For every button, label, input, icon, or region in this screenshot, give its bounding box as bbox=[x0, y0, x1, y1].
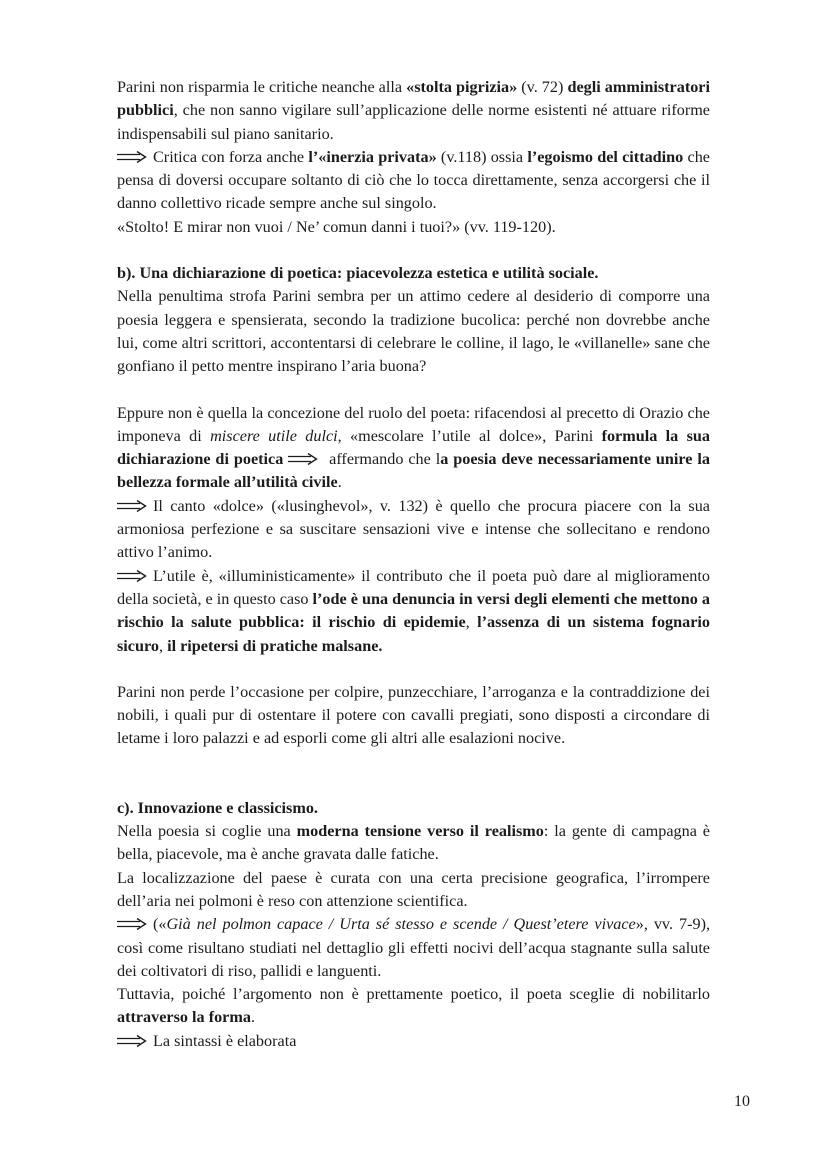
long-double-right-arrow-icon bbox=[117, 151, 147, 163]
text: Eppure non è quella la concezione del ruolo del poeta: rifacendosi al precetto di Orazio che imponeva di bbox=[117, 403, 710, 445]
text: La sintassi è elaborata bbox=[153, 1031, 297, 1050]
paragraph-sintassi bbox=[117, 1030, 710, 1053]
text: , bbox=[465, 613, 478, 632]
paragraph-tuttavia bbox=[117, 983, 710, 1030]
text: Parini non risparmia le critiche neanche alla bbox=[117, 78, 407, 96]
bold-text: a poesia deve necessariamente unire la bellezza formale all’utilità civile bbox=[117, 450, 710, 492]
long-double-right-arrow-icon bbox=[288, 453, 318, 465]
text: (v. 72) bbox=[517, 78, 568, 96]
text: , bbox=[158, 636, 168, 655]
paragraph-nobili: Parini non perde l’occasione per colpire, punzecchiare, l’arroganza e la contraddizione dei nobili, i quali pur di ostentare il potere con cavalli pregiati, sono disposti a circondare di letame i loro palazzi e ad esporli come gli altri alle esalazioni nocive. bbox=[117, 682, 710, 748]
paragraph-realismo bbox=[117, 820, 710, 867]
text: », vv. 7-9), così come risultano studiati nel dettaglio gli effetti nocivi dell’acqua stagnante sulla salute dei coltivatori di riso, pallidi e languenti. bbox=[117, 915, 711, 980]
text: : la gente di campagna è bella, piacevole, ma è anche gravata dalle fatiche. bbox=[117, 822, 710, 864]
text: Nella poesia si coglie una bbox=[117, 822, 297, 841]
paragraph-amministratori bbox=[117, 76, 710, 146]
text: Il canto «dolce» («lusinghevol», v. 132) è quello che procura piacere con la sua armoniosa perfezione e sa suscitare sensazioni vive e intense che sollecitano e rendono attivo l’animo. bbox=[117, 496, 710, 562]
section-heading-b: b). Una dichiarazione di poetica: piacevolezza estetica e utilità sociale. bbox=[117, 264, 599, 283]
section-heading-c: c). Innovazione e classicismo. bbox=[117, 798, 318, 817]
bold-text: l’«inerzia privata» bbox=[308, 147, 437, 166]
document-page bbox=[117, 76, 710, 1053]
italic-text: miscere utile dulci bbox=[210, 426, 338, 445]
bold-text: moderna tensione verso il realismo bbox=[296, 822, 544, 841]
text: (v.118) ossia bbox=[436, 147, 528, 166]
paragraph-localizzazione: La localizzazione del paese è curata con una certa precisione geografica, l’irrompere dell’aria nei polmoni è reso con attenzione scientifica. bbox=[117, 868, 710, 910]
long-double-right-arrow-icon bbox=[117, 918, 147, 930]
long-double-right-arrow-icon bbox=[117, 570, 147, 582]
paragraph-polmon-quote bbox=[117, 913, 710, 983]
text: affermando che l bbox=[324, 450, 441, 469]
text: L’utile è, «illuministicamente» il contributo che il poeta può dare al miglioramento della società, e in questo caso bbox=[117, 566, 710, 608]
paragraph-orazio bbox=[117, 402, 710, 495]
text: che pensa di doversi occupare soltanto di ciò che lo tocca direttamente, senza accorgersi che il danno collettivo ricade sempre anche sul singolo. bbox=[117, 147, 710, 213]
bold-text: l’egoismo del cittadino bbox=[527, 147, 684, 166]
bold-text: attraverso la forma bbox=[117, 1008, 251, 1027]
bold-text: degli amministratori pubblici bbox=[117, 78, 710, 120]
text: Critica con forza anche bbox=[153, 147, 309, 166]
paragraph-inerzia-privata bbox=[117, 146, 710, 216]
paragraph-utile bbox=[117, 565, 710, 658]
paragraph-penultima-strofa: Nella penultima strofa Parini sembra per un attimo cedere al desiderio di comporre una poesia leggera e spensierata, secondo la tradizione bucolica: perché non dovrebbe anche lui, come altri scrittori, accontentarsi di celebrare le colline, il lago, le «villanelle» sane che gonfiano il petto mentre inspirano l’aria buona? bbox=[117, 287, 710, 376]
bold-text: «stolta pigrizia» bbox=[406, 78, 518, 96]
long-double-right-arrow-icon bbox=[117, 500, 147, 512]
bold-text: l’assenza di un sistema fognario sicuro bbox=[117, 613, 711, 655]
text: (« bbox=[153, 915, 167, 934]
bold-text: il ripetersi di pratiche malsane. bbox=[167, 636, 383, 655]
long-double-right-arrow-icon bbox=[117, 1035, 147, 1047]
bold-text: l’ode è una denuncia in versi degli elementi che mettono a rischio la salute pubblica: il rischio di epidemie bbox=[117, 589, 710, 632]
bold-text: formula la sua dichiarazione di poetica bbox=[117, 426, 710, 469]
italic-text: Già nel polmon capace / Urta sé stesso e scende / Quest’etere vivace bbox=[166, 915, 636, 934]
text: , che non sanno vigilare sull’applicazione delle norme esistenti né attuare riforme indispensabili sul piano sanitario. bbox=[117, 101, 710, 143]
text: , «mescolare l’utile al dolce», Parini bbox=[337, 426, 602, 445]
text: Tuttavia, poiché l’argomento non è prettamente poetico, il poeta sceglie di nobilitarlo bbox=[117, 985, 710, 1004]
paragraph-canto-dolce bbox=[117, 495, 710, 565]
text: . bbox=[250, 1008, 255, 1027]
quote-stolto: «Stolto! E mirar non vuoi / Ne’ comun danni i tuoi?» (vv. 119-120). bbox=[117, 217, 556, 236]
text: . bbox=[337, 473, 342, 492]
page-number: 10 bbox=[734, 1093, 750, 1110]
